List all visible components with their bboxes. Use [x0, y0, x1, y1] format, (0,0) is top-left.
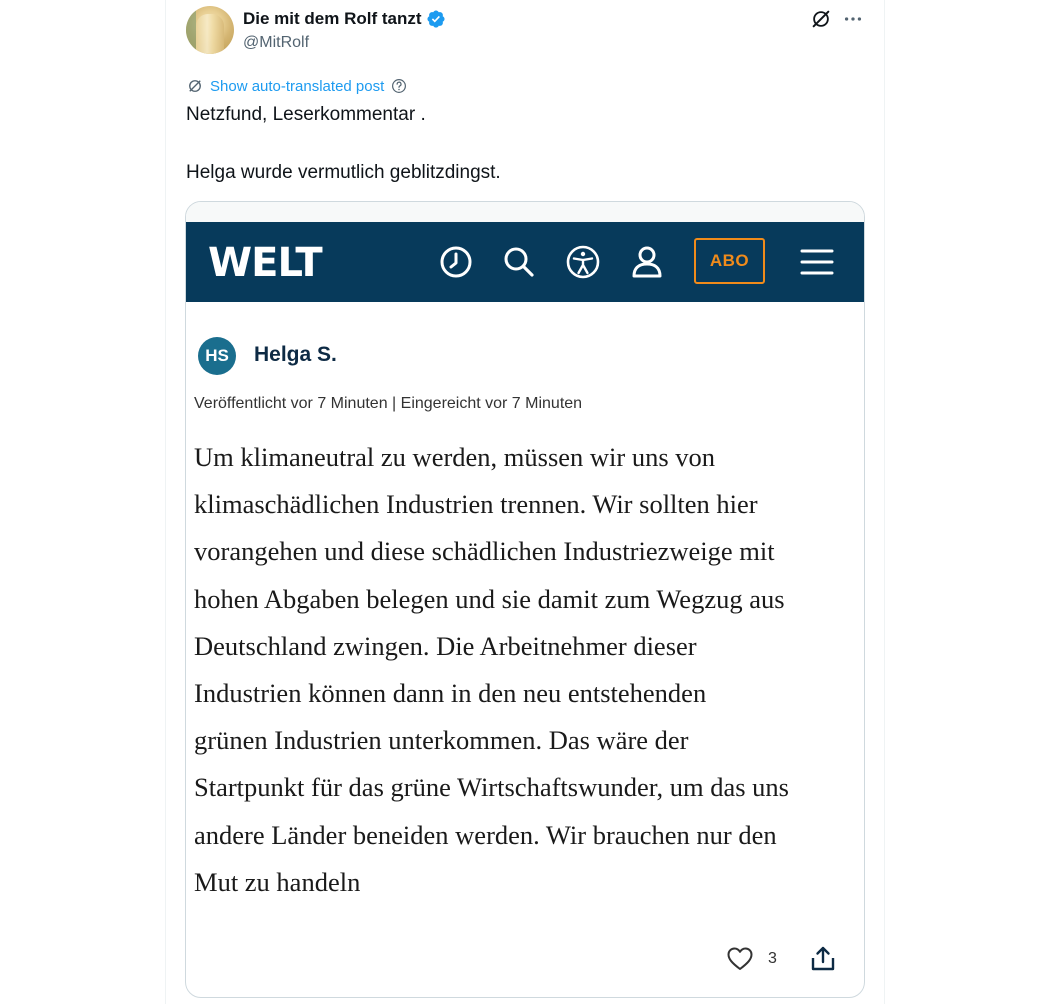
- help-circle-icon[interactable]: [390, 77, 408, 95]
- hamburger-menu-icon: [797, 242, 837, 282]
- verified-badge-icon: [426, 9, 446, 29]
- comment-line: andere Länder beneiden werden. Wir brauchen nur den: [194, 819, 777, 850]
- comment-line: Deutschland zwingen. Die Arbeitnehmer dieser: [194, 630, 697, 661]
- commenter-avatar: HS: [198, 337, 236, 375]
- welt-logo: WELT: [208, 240, 322, 286]
- comment-line: Startpunkt für das grüne Wirtschaftswunder, um das uns: [194, 772, 789, 803]
- comment-line: Um klimaneutral zu werden, müssen wir uns von: [194, 442, 716, 472]
- heart-icon: [726, 945, 754, 973]
- comment-line: hohen Abgaben belegen und sie damit zum Wegzug aus: [194, 583, 785, 614]
- comment-line: Industrien können dann in den neu entstehenden: [194, 678, 707, 709]
- author-avatar[interactable]: [186, 6, 234, 54]
- grok-icon[interactable]: [810, 8, 832, 30]
- translate-row[interactable]: [186, 77, 408, 95]
- abo-button: ABO: [694, 238, 765, 284]
- column-border-right: [884, 0, 885, 1004]
- comment-meta: Veröffentlicht vor 7 Minuten | Eingereicht vor 7 Minuten: [194, 395, 583, 412]
- post-text-line-1: Netzfund, Leserkommentar .: [186, 104, 426, 125]
- clock-icon: [436, 242, 476, 282]
- comment-actions: [726, 944, 837, 974]
- comment-line: vorangehen und diese schädlichen Industriezweige mit: [194, 536, 775, 567]
- comment-body: [194, 434, 858, 906]
- author-name[interactable]: Die mit dem Rolf tanzt: [243, 9, 422, 28]
- column-border-left: [165, 0, 166, 1004]
- comment-line: grünen Industrien unterkommen. Das wäre der: [194, 725, 689, 756]
- show-translation-link[interactable]: Show auto-translated post: [210, 77, 385, 95]
- user-icon: [627, 242, 667, 282]
- welt-header-bar: [186, 222, 865, 302]
- search-icon: [499, 242, 539, 282]
- comment-line: klimaschädlichen Industrien trennen. Wir sollten hier: [194, 489, 758, 520]
- share-icon: [809, 945, 837, 973]
- commenter-name: Helga S.: [254, 343, 337, 366]
- media-card[interactable]: [185, 201, 865, 998]
- accessibility-icon: [563, 242, 603, 282]
- more-horizontal-icon[interactable]: [842, 8, 864, 30]
- comment-line: Mut zu handeln: [194, 866, 361, 897]
- like-count: 3: [768, 950, 777, 967]
- author-handle[interactable]: @MitRolf: [243, 34, 310, 51]
- author-name-row[interactable]: [243, 9, 446, 29]
- translate-icon: [186, 77, 204, 95]
- card-top-strip: [186, 202, 864, 222]
- post-text-line-2: Helga wurde vermutlich geblitzdingst.: [186, 162, 501, 183]
